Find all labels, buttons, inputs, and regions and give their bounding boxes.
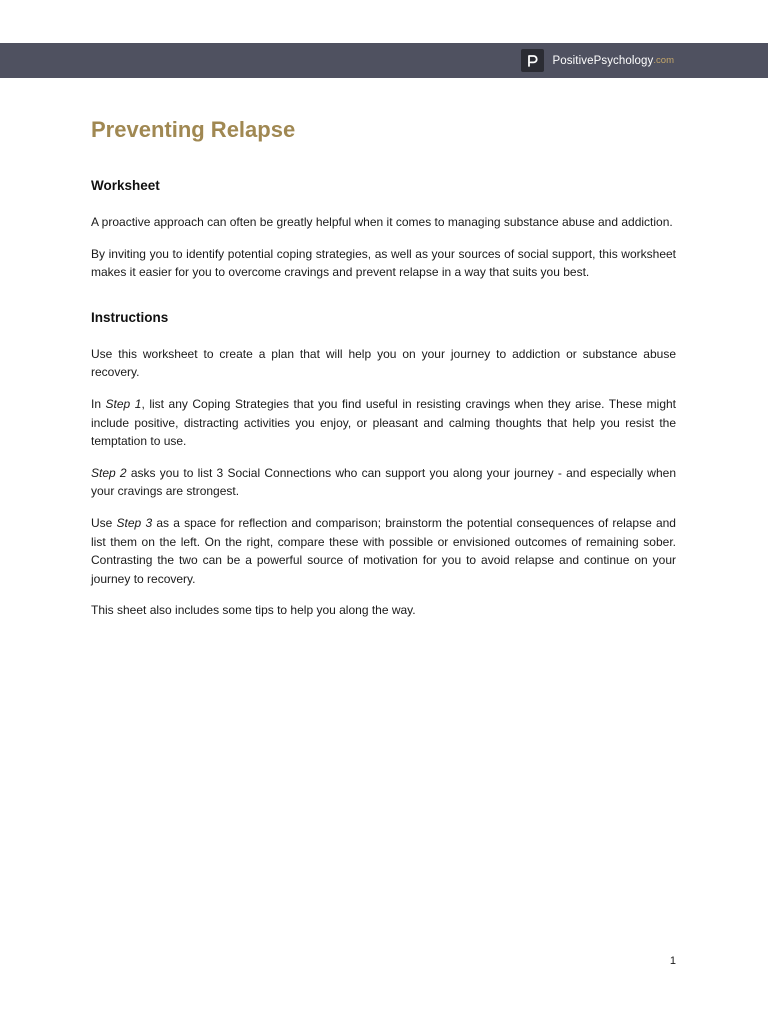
brand-tld: .com: [653, 55, 674, 66]
step1-text: , list any Coping Strategies that you find useful in resisting cravings when they arise. These might include positive, distracting activities you enjoy, or pleasant and calming thoughts that help you resist the temptation to use.: [91, 396, 676, 449]
closing-paragraph: This sheet also includes some tips to help you along the way.: [91, 603, 416, 618]
step1-paragraph: [91, 395, 676, 451]
header-band: [0, 43, 768, 78]
page-number: 1: [669, 955, 676, 967]
brand-name: PositivePsychology: [552, 54, 654, 67]
instructions-intro: Use this worksheet to create a plan that will help you on your journey to addiction or substance abuse recovery.: [91, 346, 676, 380]
worksheet-paragraph-2: By inviting you to identify potential coping strategies, as well as your sources of social support, this worksheet makes it easier for you to overcome cravings and prevent relapse in a way that suits you best.: [91, 246, 676, 280]
worksheet-paragraph-1: A proactive approach can often be greatly helpful when it comes to managing substance abuse and addiction.: [91, 215, 673, 229]
step3-lead: Use: [91, 515, 117, 530]
brand-logo[interactable]: [521, 49, 674, 72]
p-logo-icon: [521, 49, 544, 72]
step2-label: Step 2: [91, 465, 127, 480]
instructions-heading: Instructions: [91, 309, 169, 325]
step3-paragraph: [91, 514, 676, 588]
worksheet-heading: Worksheet: [91, 178, 160, 193]
step1-lead: In: [91, 396, 106, 411]
document-body: [91, 112, 676, 620]
step1-label: Step 1: [105, 396, 142, 411]
step2-paragraph: [91, 464, 676, 501]
step2-text: asks you to list 3 Social Connections who can support you along your journey - and especially when your cravings are strongest.: [91, 465, 676, 499]
page-title: Preventing Relapse: [91, 117, 296, 142]
step3-text: as a space for reflection and comparison; brainstorm the potential consequences of relapse and list them on the left. On the right, compare these with possible or envisioned outcomes of remaining sober. Contrasting the two can be a powerful source of motivation for you to avoid relapse and continue on your journey to recovery.: [91, 515, 676, 586]
step3-label: Step 3: [116, 515, 153, 530]
